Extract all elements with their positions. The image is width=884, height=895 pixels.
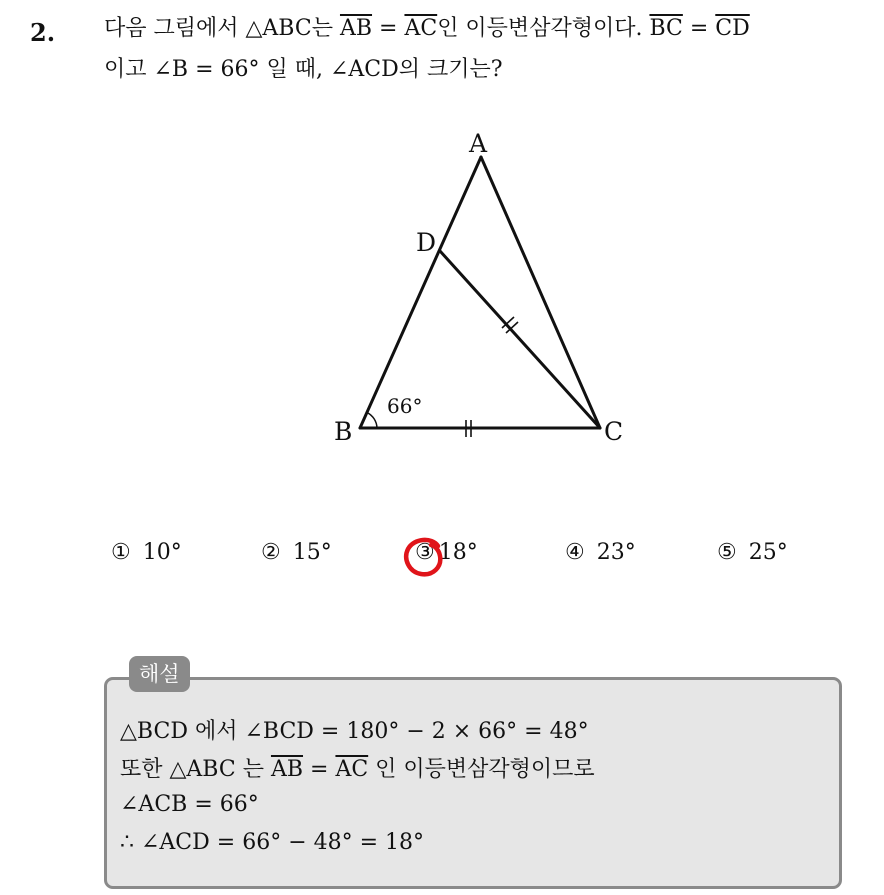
choice-1[interactable] (111, 540, 182, 565)
solution-line-2 (120, 752, 595, 783)
equals-sign-2: = (682, 16, 716, 41)
solution-line-1: △BCD 에서 ∠BCD = 180° − 2 × 66° = 48° (120, 719, 589, 744)
segment-bc: $\overline{BC}$ (649, 16, 683, 41)
choice-2[interactable] (261, 540, 332, 565)
question-prefix: 다음 그림에서 △ABC는 (104, 16, 340, 41)
question-mid: 인 이등변삼각형이다. (437, 16, 650, 41)
choice-5-symbol: ⑤ (717, 540, 737, 565)
solution-line-3: ∠ACB = 66° (120, 792, 259, 817)
choice-5[interactable] (717, 540, 788, 565)
answer-circle-mark (402, 534, 450, 582)
side-ab (360, 157, 481, 428)
segment-cd: $\overline{CD}$ (715, 16, 750, 41)
choice-1-value: 10° (142, 540, 182, 565)
choice-1-symbol: ① (111, 540, 131, 565)
segment-cd-line (440, 251, 600, 428)
choice-4-value: 23° (596, 540, 636, 565)
solution-equals-sign: = (303, 757, 336, 782)
label-d: D (416, 228, 437, 257)
choice-4[interactable] (565, 540, 636, 565)
angle-b-label: 66° (387, 394, 423, 418)
solution-segment-ab: $\overline{AB}$ (270, 757, 304, 782)
choice-3-symbol: ③ (415, 540, 435, 565)
question-text-line-2: 이고 ∠B = 66° 일 때, ∠ACD의 크기는? (104, 57, 503, 82)
solution-line-2-suffix: 인 이등변삼각형이므로 (368, 757, 595, 782)
solution-line-4: ∴ ∠ACD = 66° − 48° = 18° (120, 830, 425, 855)
segment-ab: $\overline{AB}$ (339, 16, 373, 41)
choice-2-symbol: ② (261, 540, 281, 565)
label-a: A (469, 129, 488, 158)
solution-segment-ac: $\overline{AC}$ (335, 757, 369, 782)
segment-ac: $\overline{AC}$ (404, 16, 438, 41)
choice-3-value: 18° (438, 540, 478, 565)
question-number: 2. (30, 18, 56, 47)
choice-5-value: 25° (748, 540, 788, 565)
solution-line-2-prefix: 또한 △ABC 는 (120, 757, 271, 782)
solution-tag: 해설 (129, 656, 190, 692)
angle-b-arc (367, 412, 377, 428)
label-b: B (334, 417, 353, 446)
label-c: C (604, 417, 624, 446)
solution-box (104, 677, 842, 889)
choice-4-symbol: ④ (565, 540, 585, 565)
choice-2-value: 15° (292, 540, 332, 565)
equals-sign: = (372, 16, 405, 41)
side-ac (481, 157, 600, 428)
